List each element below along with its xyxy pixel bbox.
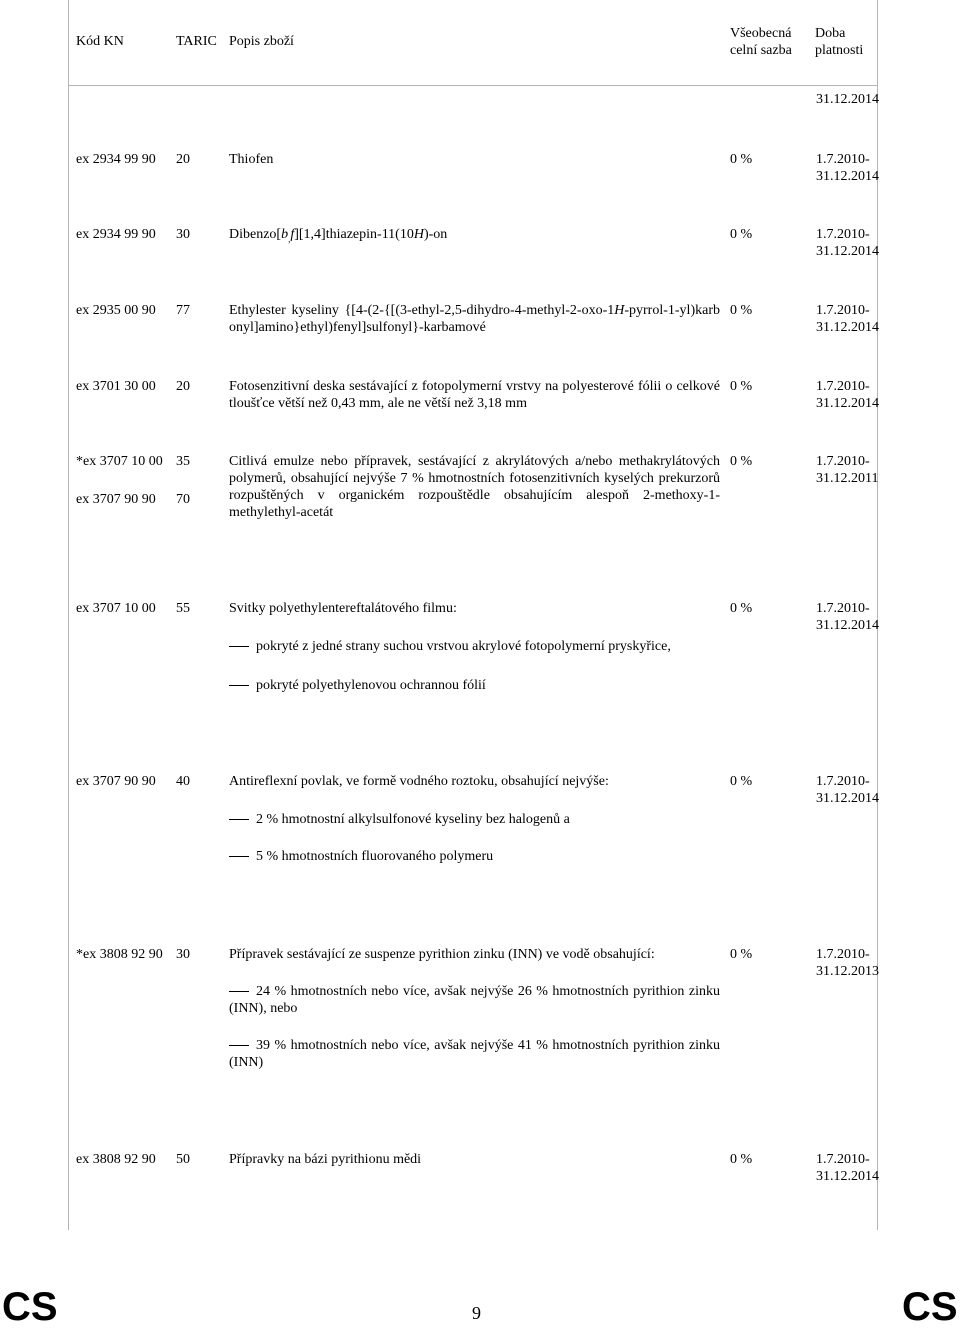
list-item: 5 % hmotnostních fluorovaného polymeru	[229, 848, 720, 865]
list-item: 24 % hmotnostních nebo více, avšak nejvýše 26 % hmotnostních pyrithion zinku (INN), nebo	[229, 984, 720, 1016]
list-item: pokryté polyethylenovou ochrannou fólií	[229, 677, 720, 694]
validity: 1.7.2010- 31.12.2014	[816, 379, 879, 411]
description: Svitky polyethylentereftalátového filmu:	[229, 601, 457, 616]
dash-marker	[229, 819, 249, 820]
taric-code: 40	[176, 774, 190, 789]
kn-code-secondary: ex 3707 90 90	[76, 492, 156, 507]
kn-code: ex 3707 10 00	[76, 601, 156, 616]
validity: 1.7.2010- 31.12.2014	[816, 774, 879, 806]
kn-code: *ex 3808 92 90	[76, 947, 163, 962]
taric-code: 50	[176, 1152, 190, 1167]
description: Přípravky na bázi pyrithionu mědi	[229, 1152, 422, 1167]
duty-rate: 0 %	[730, 454, 753, 469]
dash-marker	[229, 646, 249, 647]
duty-rate: 0 %	[730, 379, 753, 394]
validity: 1.7.2010- 31.12.2014	[816, 1152, 879, 1184]
description: Přípravek sestávající ze suspenze pyrithion zinku (INN) ve vodě obsahující:	[229, 947, 655, 962]
duty-rate: 0 %	[730, 303, 753, 318]
validity: 1.7.2010- 31.12.2011	[816, 454, 879, 486]
footer-language-left: CS	[2, 1285, 58, 1329]
list-item: 39 % hmotnostních nebo více, avšak nejvýše 41 % hmotnostních pyrithion zinku (INN)	[229, 1038, 720, 1070]
validity: 1.7.2010- 31.12.2014	[816, 152, 879, 184]
carryover-date: 31.12.2014	[816, 92, 879, 107]
description: Citlivá emulze nebo přípravek, sestávající z akrylátových a/nebo methakrylátových polymerů, obsahující nejvýše 7 % hmotnostních fotosenzitivních kyselých prekurzorů rozpuštěných v organickém rozpouštědle obsahujícím alespoň 2-methoxy-1-methylethyl-acetát	[229, 454, 720, 520]
dash-marker	[229, 685, 249, 686]
description: Antireflexní povlak, ve formě vodného roztoku, obsahující nejvýše:	[229, 774, 609, 789]
validity: 1.7.2010- 31.12.2014	[816, 227, 879, 259]
validity: 1.7.2010- 31.12.2014	[816, 303, 879, 335]
taric-code: 20	[176, 379, 190, 394]
dash-marker	[229, 1045, 249, 1046]
dash-marker	[229, 856, 249, 857]
taric-code: 30	[176, 947, 190, 962]
duty-rate: 0 %	[730, 227, 753, 242]
kn-code: ex 2934 99 90	[76, 152, 156, 167]
taric-code: 55	[176, 601, 190, 616]
taric-code: 35	[176, 454, 190, 469]
header-taric: TARIC	[176, 34, 217, 49]
duty-rate: 0 %	[730, 601, 753, 616]
page-number: 9	[472, 1303, 481, 1323]
taric-code: 20	[176, 152, 190, 167]
footer-language-right: CS	[902, 1285, 958, 1329]
description: Fotosenzitivní deska sestávající z fotopolymerní vrstvy na polyesterové fólii o celkové tloušťce větší než 0,43 mm, ale ne větší než 3,18 mm	[229, 379, 720, 411]
list-item: 2 % hmotnostní alkylsulfonové kyseliny bez halogenů a	[229, 811, 720, 828]
header-validity: Doba platnosti	[815, 26, 864, 58]
header-description: Popis zboží	[229, 34, 294, 49]
duty-rate: 0 %	[730, 152, 753, 167]
validity: 1.7.2010- 31.12.2014	[816, 601, 879, 633]
list-item: pokryté z jedné strany suchou vrstvou akrylové fotopolymerní pryskyřice,	[229, 638, 720, 655]
taric-code-secondary: 70	[176, 492, 190, 507]
duty-rate: 0 %	[730, 947, 753, 962]
validity: 1.7.2010- 31.12.2013	[816, 947, 879, 979]
description: Thiofen	[229, 152, 274, 167]
description: Ethylester kyseliny {[4-(2-{[(3-ethyl-2,5-dihydro-4-methyl-2-oxo-1H-pyrrol-1-yl)karbonyl]amino}ethyl)fenyl]sulfonyl}-karbamové	[229, 303, 720, 335]
header-duty: Všeobecná celní sazba	[730, 26, 792, 58]
kn-code: ex 2934 99 90	[76, 227, 156, 242]
dash-marker	[229, 991, 249, 992]
taric-code: 77	[176, 303, 190, 318]
kn-code: ex 2935 00 90	[76, 303, 156, 318]
kn-code: ex 3707 90 90	[76, 774, 156, 789]
description: $Dibenzo[b_,f][1,4]thiazepin-11(10H)-on$	[229, 227, 448, 244]
header-code-kn: Kód KN	[76, 34, 124, 49]
kn-code: ex 3808 92 90	[76, 1152, 156, 1167]
duty-rate: 0 %	[730, 1152, 753, 1167]
kn-code: ex 3701 30 00	[76, 379, 156, 394]
taric-code: 30	[176, 227, 190, 242]
duty-rate: 0 %	[730, 774, 753, 789]
kn-code: *ex 3707 10 00	[76, 454, 163, 469]
